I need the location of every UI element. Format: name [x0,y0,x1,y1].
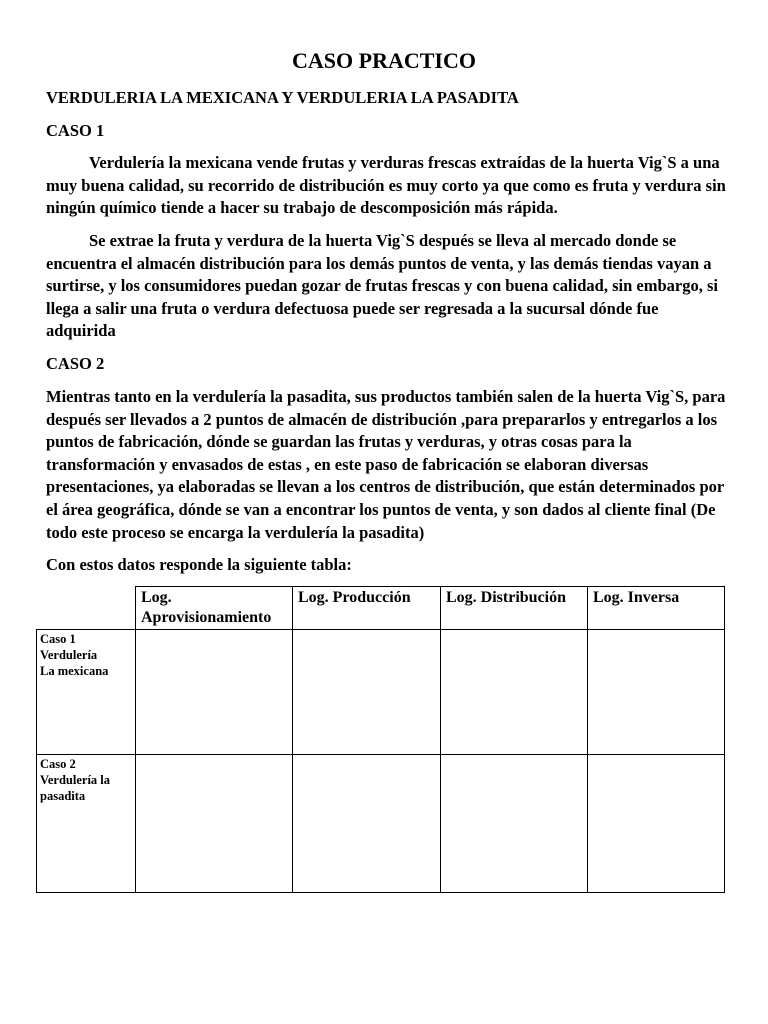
table-instruction: Con estos datos responde la siguiente tabla: [46,555,352,574]
row-label-line: Caso 1 [40,632,76,646]
answer-cell-caso2-distribucion[interactable] [441,755,588,893]
row-label-caso1 [37,630,136,755]
caso2-paragraph-1: Mientras tanto en la verdulería la pasadita, sus productos también salen de la huerta Vig`S, para después ser llevados a 2 puntos de almacén de distribución ,para prepararlos y entregarlos a los puntos de fabricación, dónde se guardan las frutas y verduras, y otras cosas para la transformación y envasados de estas , en este paso de fabricación se elaboran diversas presentaciones, ya elaboradas se llevan a los centros de distribución, que están determinados por el área geográfica, dónde se van a encontrar los puntos de venta, y son dados al cliente final (De todo este proceso se encarga la verdulería la pasadita) [46,387,726,542]
header-inversa: Log. Inversa [588,587,725,630]
document-subtitle: VERDULERIA LA MEXICANA Y VERDULERIA LA PASADITA [46,88,519,107]
answer-cell-caso1-produccion[interactable] [293,630,441,755]
header-distribucion: Log. Distribución [441,587,588,630]
table-corner-cell [37,587,136,630]
answer-cell-caso1-aprovisionamiento[interactable] [136,630,293,755]
answer-cell-caso1-inversa[interactable] [588,630,725,755]
row-label-line: La mexicana [40,664,109,678]
row-label-line: pasadita [40,789,86,803]
row-label-line: Verdulería [40,648,98,662]
table-row [37,755,725,893]
caso2-heading: CASO 2 [46,354,105,373]
row-label-line: Verdulería la [40,773,111,787]
answer-cell-caso2-aprovisionamiento[interactable] [136,755,293,893]
table-row [37,630,725,755]
answer-cell-caso1-distribucion[interactable] [441,630,588,755]
header-aprovisionamiento: Log. Aprovisionamiento [136,587,293,630]
answer-cell-caso2-inversa[interactable] [588,755,725,893]
caso1-paragraph-2: Se extrae la fruta y verdura de la huerta Vig`S después se lleva al mercado donde se encuentra el almacén distribución para los demás puntos de venta, y las demás tiendas vayan a surtirse, y los consumidores puedan gozar de frutas frescas y con buena calidad, sin embargo, si llega a salir una fruta o verdura defectuosa puede ser regresada a la sucursal dónde fue adquirida [46,231,718,341]
answer-cell-caso2-produccion[interactable] [293,755,441,893]
header-produccion: Log. Producción [293,587,441,630]
caso1-paragraph-1: Verdulería la mexicana vende frutas y verduras frescas extraídas de la huerta Vig`S a una muy buena calidad, su recorrido de distribución es muy corto ya que como es fruta y verdura sin ningún químico tiende a hacer su trabajo de descomposición más rápida. [46,153,726,218]
logistics-table [36,586,725,893]
caso1-heading: CASO 1 [46,121,105,140]
table-header-row [37,587,725,630]
row-label-caso2 [37,755,136,893]
row-label-line: Caso 2 [40,757,76,771]
document-title: CASO PRACTICO [292,48,476,73]
